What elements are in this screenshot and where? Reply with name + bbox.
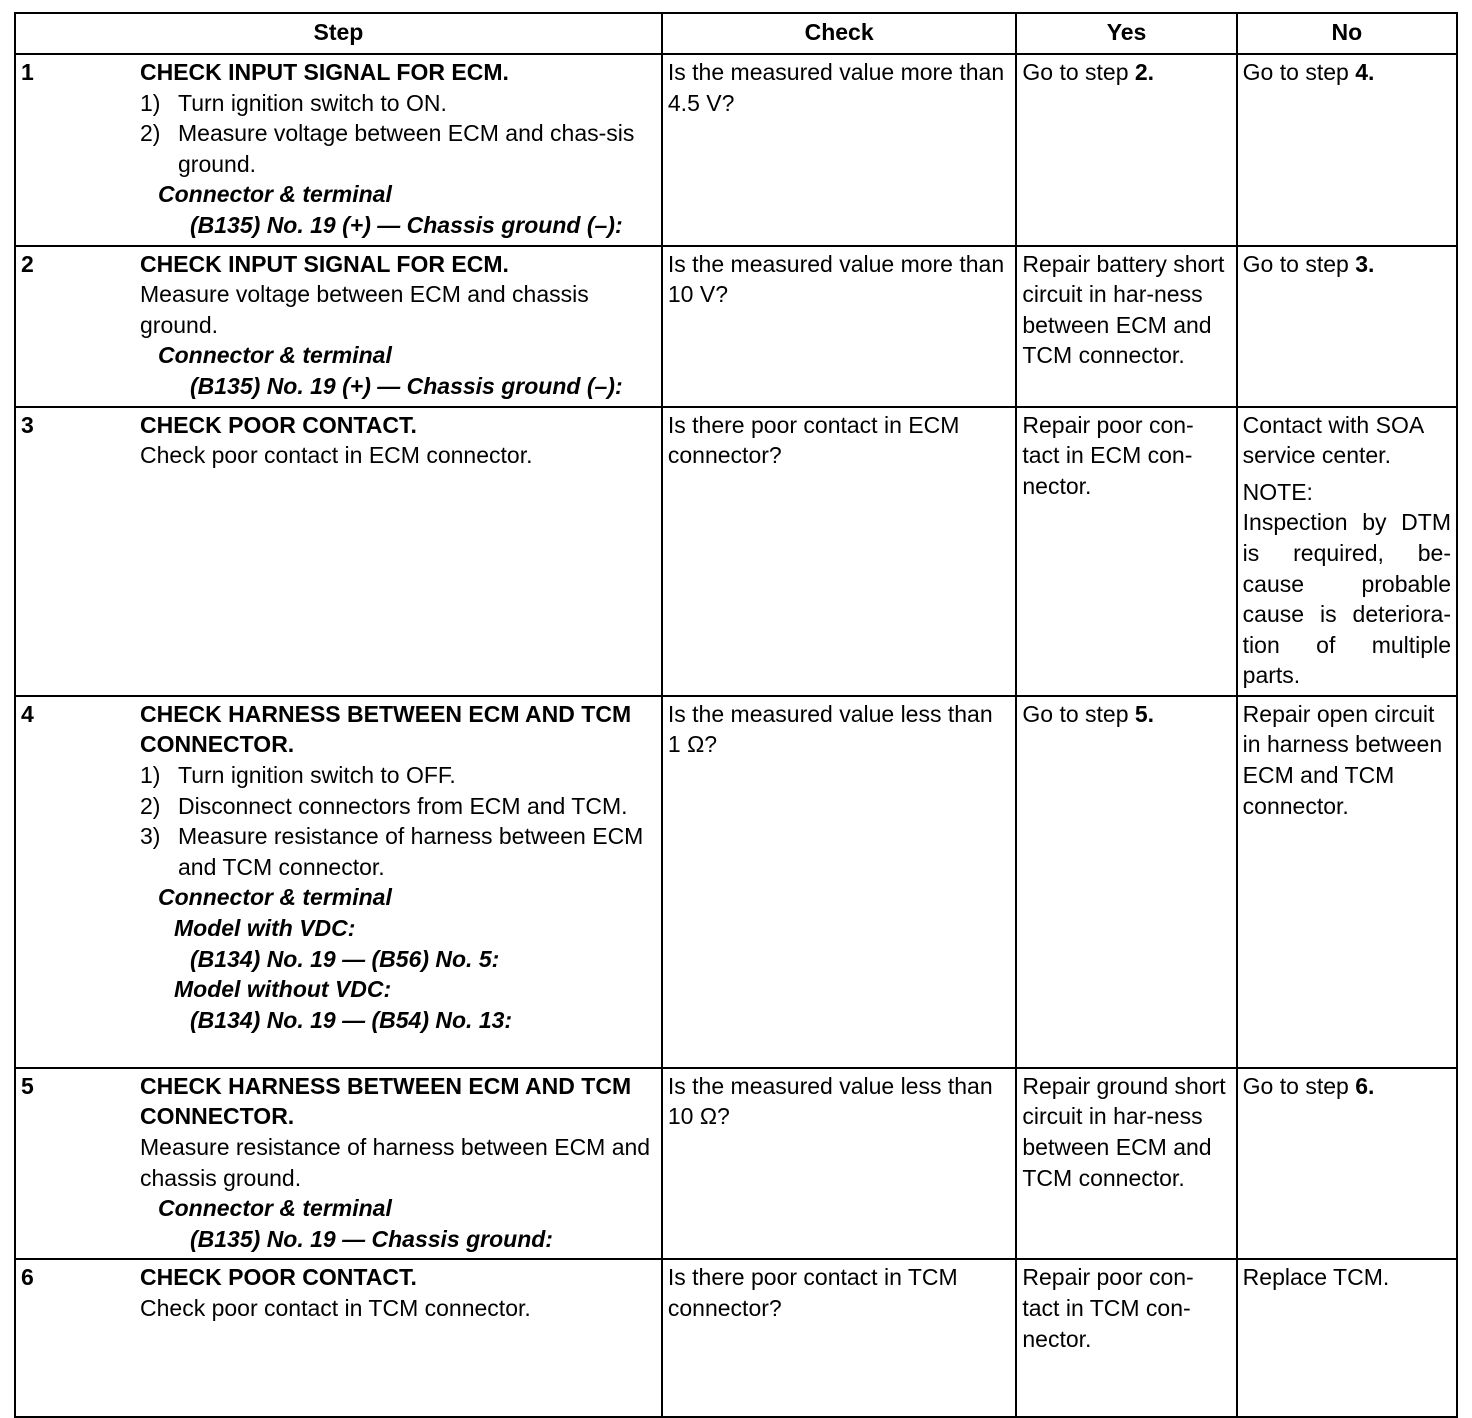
no-cell: Go to step 4. (1237, 54, 1457, 246)
table-row (15, 54, 1457, 246)
yes-cell: Go to step 5. (1016, 696, 1236, 1068)
step-number: 1 (21, 59, 34, 85)
step-cell (15, 54, 662, 246)
header-yes: Yes (1016, 13, 1236, 54)
header-row (15, 13, 1457, 54)
list-item: 2) Disconnect connectors from ECM and TCM. (140, 792, 628, 819)
check-cell: Is the measured value less than 1 Ω? (662, 696, 1016, 1068)
step-title: CHECK HARNESS BETWEEN ECM AND TCM CONNECTOR. (140, 1072, 632, 1130)
step-cell (15, 407, 662, 696)
list-item: 1) Turn ignition switch to OFF. (140, 762, 456, 789)
step-title: CHECK INPUT SIGNAL FOR ECM. (140, 59, 509, 85)
check-cell: Is there poor contact in TCM connector? (662, 1259, 1016, 1417)
step-number: 4 (21, 700, 34, 727)
connector-label: Connector & terminal (158, 181, 392, 208)
diagnostic-table (14, 12, 1458, 1418)
yes-cell: Repair poor con-tact in TCM con-nector. (1016, 1259, 1236, 1417)
list-item: 2) Measure voltage between ECM and chas-sis ground. (140, 120, 635, 177)
step-body: Check poor contact in TCM connector. (140, 1295, 531, 1322)
header-step: Step (15, 13, 662, 54)
connector-terminal: (B134) No. 19 — (B54) No. 13: (190, 1006, 513, 1033)
no-cell: Replace TCM. (1237, 1259, 1457, 1417)
step-title: CHECK POOR CONTACT. (140, 411, 417, 438)
connector-terminal: (B135) No. 19 — Chassis ground: (190, 1225, 553, 1252)
table-row (15, 1259, 1457, 1417)
yes-cell: Repair poor con-tact in ECM con-nector. (1016, 407, 1236, 696)
step-cell (15, 1068, 662, 1260)
no-cell: Go to step 3. (1237, 246, 1457, 407)
header-check: Check (662, 13, 1016, 54)
list-item: 1) Turn ignition switch to ON. (140, 89, 447, 116)
step-title: CHECK HARNESS BETWEEN ECM AND TCM CONNECTOR. (140, 700, 632, 758)
connector-terminal: (B135) No. 19 (+) — Chassis ground (–): (190, 372, 623, 399)
step-title: CHECK POOR CONTACT. (140, 1264, 417, 1291)
table-row (15, 407, 1457, 696)
no-cell: Go to step 6. (1237, 1068, 1457, 1260)
step-cell (15, 1259, 662, 1417)
connector-label: Connector & terminal (158, 884, 392, 911)
table-row (15, 696, 1457, 1068)
check-cell: Is the measured value more than 10 V? (662, 246, 1016, 407)
no-text: Contact with SOA service center. (1242, 411, 1423, 469)
step-cell (15, 696, 662, 1068)
no-cell (1237, 407, 1457, 696)
step-number: 2 (21, 250, 34, 277)
connector-label: Connector & terminal (158, 342, 392, 369)
table-row (15, 246, 1457, 407)
model-label: Model with VDC: (174, 915, 356, 942)
connector-terminal: (B135) No. 19 (+) — Chassis ground (–): (190, 211, 623, 238)
step-number: 3 (21, 411, 34, 438)
yes-cell: Repair ground short circuit in har-ness between ECM and TCM connector. (1016, 1068, 1236, 1260)
yes-cell: Repair battery short circuit in har-ness between ECM and TCM connector. (1016, 246, 1236, 407)
model-label: Model without VDC: (174, 976, 392, 1003)
yes-cell: Go to step 2. (1016, 54, 1236, 246)
check-cell: Is the measured value more than 4.5 V? (662, 54, 1016, 246)
connector-terminal: (B134) No. 19 — (B56) No. 5: (190, 945, 500, 972)
step-body: Measure resistance of harness between ECM and chassis ground. (140, 1134, 651, 1191)
step-body: Measure voltage between ECM and chassis ground. (140, 281, 589, 338)
step-cell (15, 246, 662, 407)
check-cell: Is the measured value less than 10 Ω? (662, 1068, 1016, 1260)
step-title: CHECK INPUT SIGNAL FOR ECM. (140, 250, 509, 277)
step-number: 6 (21, 1264, 34, 1291)
connector-label: Connector & terminal (158, 1195, 392, 1222)
header-no: No (1237, 13, 1457, 54)
step-body: Check poor contact in ECM connector. (140, 442, 533, 469)
no-cell: Repair open circuit in harness between ECM and TCM connector. (1237, 696, 1457, 1068)
note-label: NOTE: (1242, 478, 1313, 505)
check-cell: Is there poor contact in ECM connector? (662, 407, 1016, 696)
list-item: 3) Measure resistance of harness between ECM and TCM connector. (140, 823, 644, 880)
step-number: 5 (21, 1072, 34, 1099)
note-text: Inspection by DTM is required, be-cause probable cause is deteriora-tion of multiple parts. (1242, 509, 1451, 689)
table-row (15, 1068, 1457, 1260)
